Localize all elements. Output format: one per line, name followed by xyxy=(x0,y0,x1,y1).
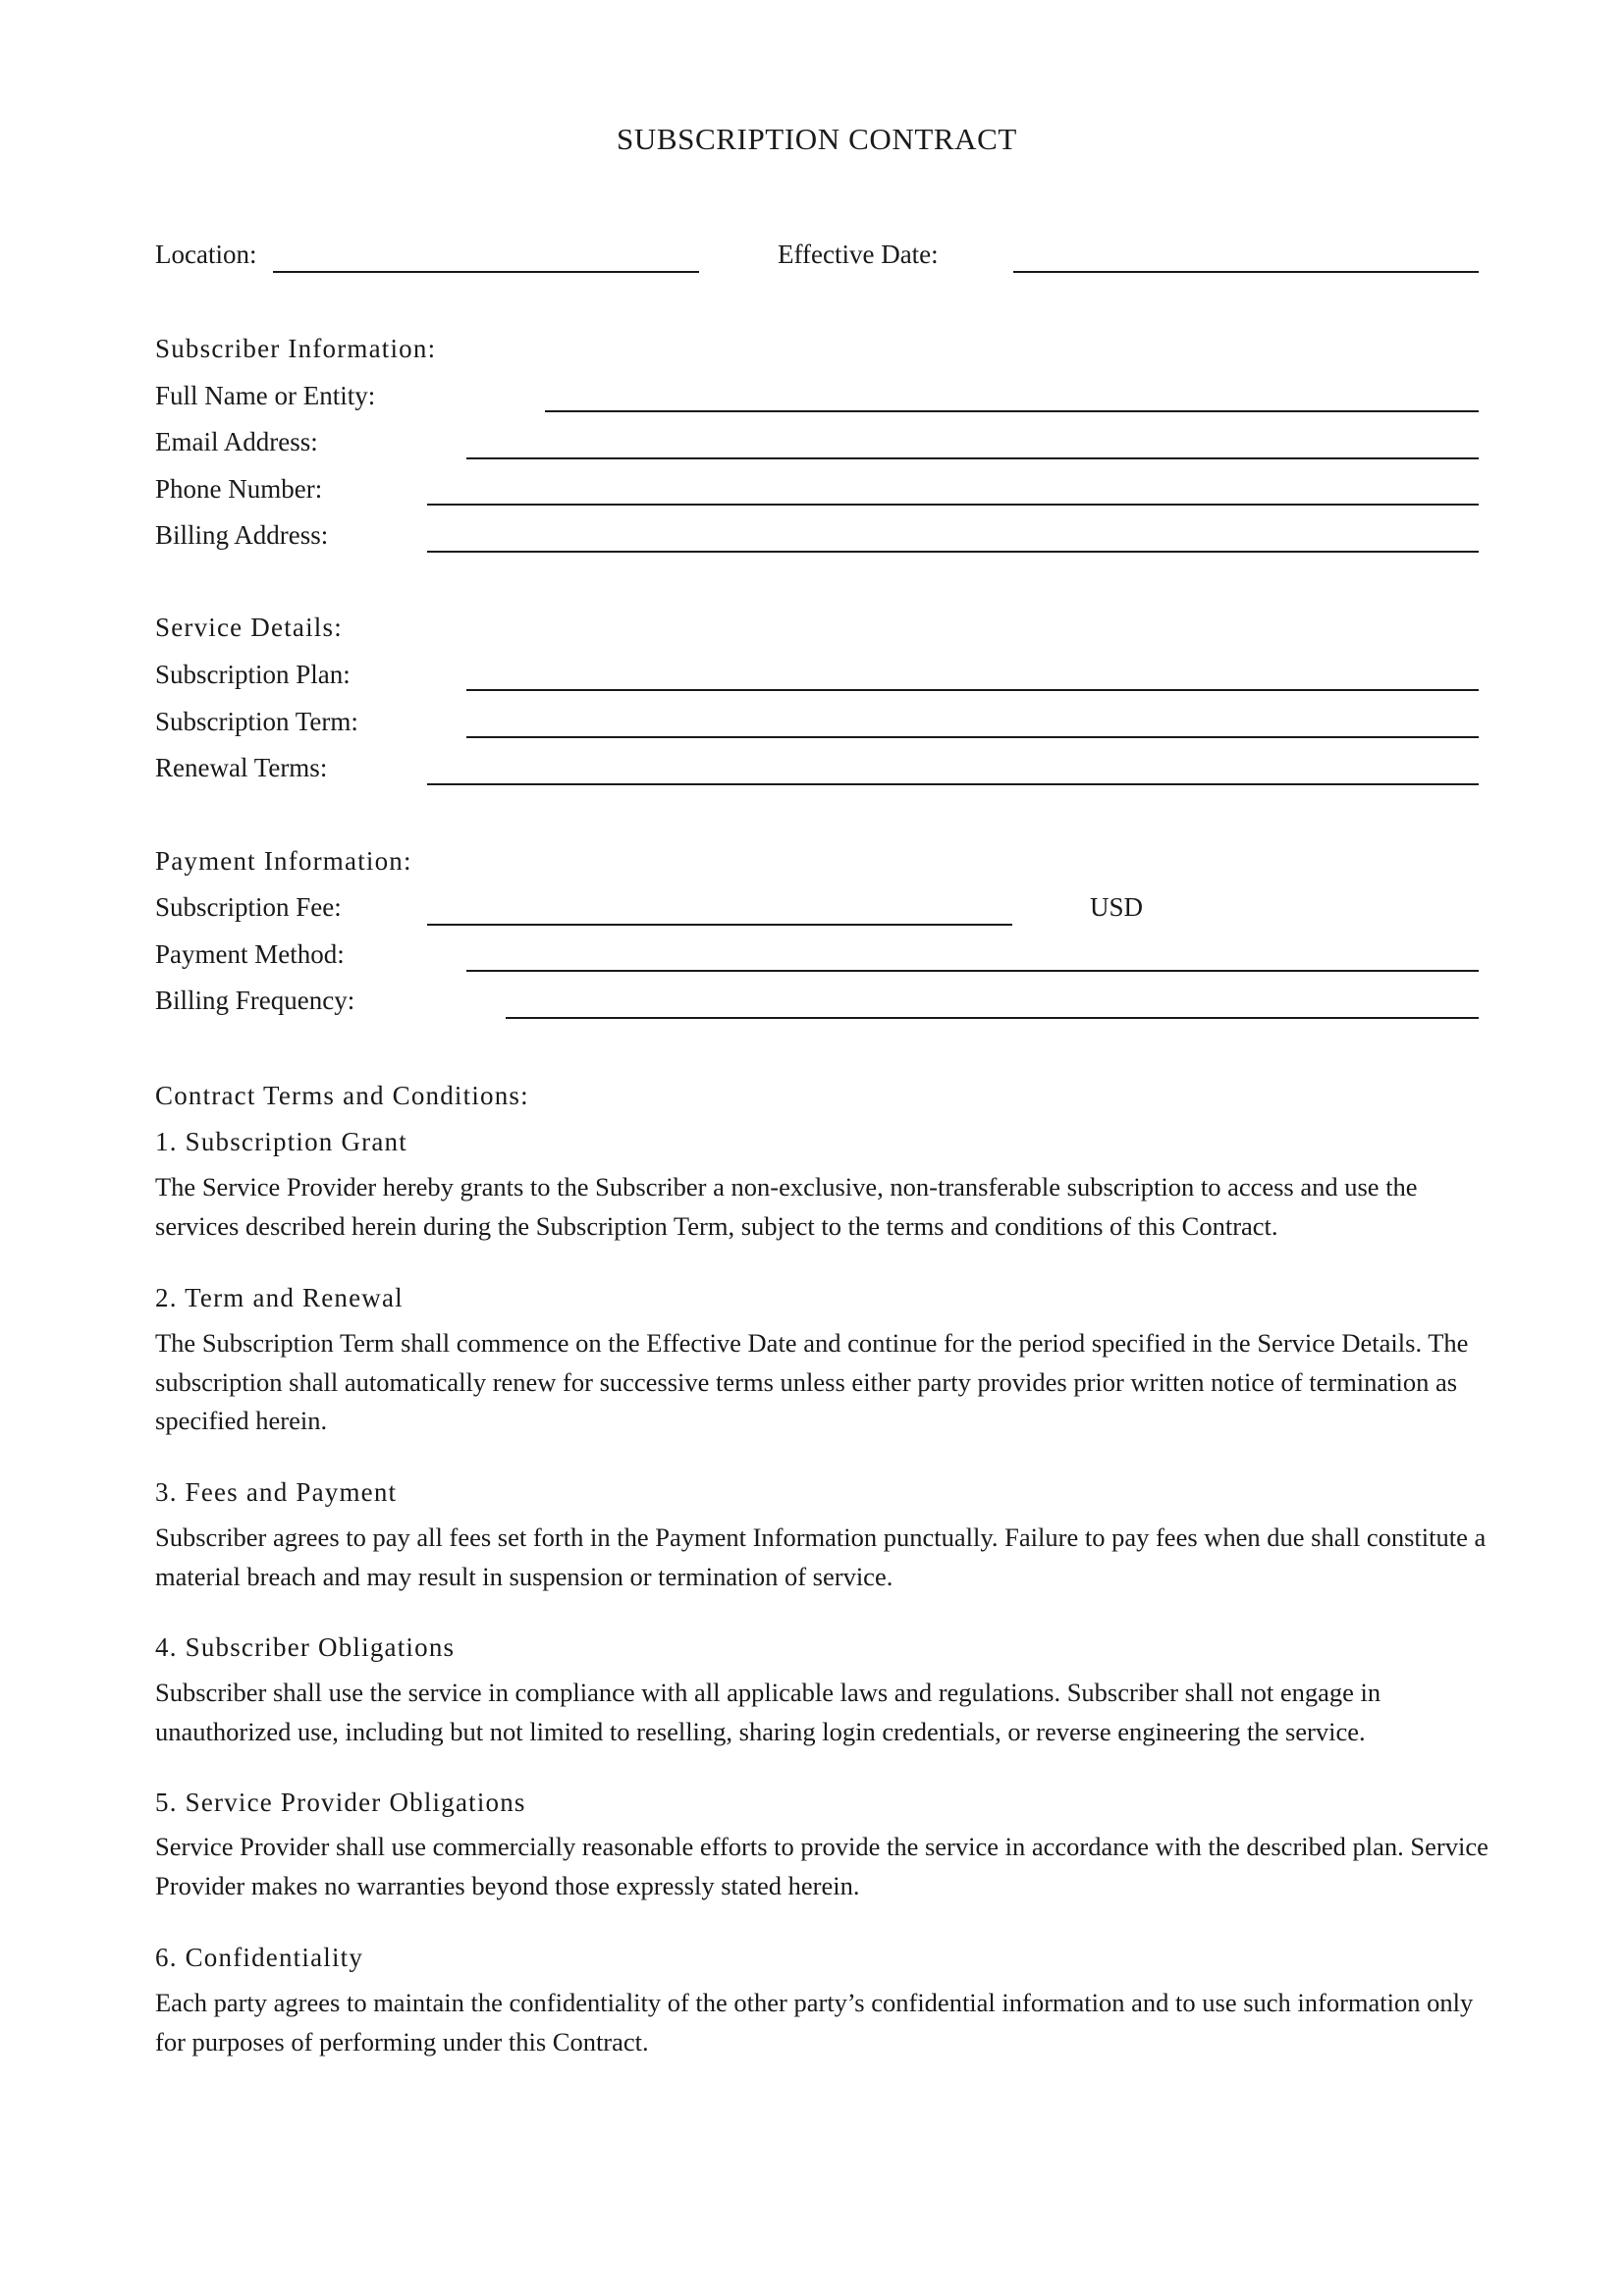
payment-info-heading: Payment Information: xyxy=(155,846,412,876)
subscription-term-label: Subscription Term: xyxy=(155,707,358,736)
email-label: Email Address: xyxy=(155,427,318,456)
terms-heading: Contract Terms and Conditions: xyxy=(155,1081,529,1110)
fee-currency: USD xyxy=(1090,892,1144,922)
effective-date-field[interactable] xyxy=(1013,271,1479,273)
billing-address-field[interactable] xyxy=(427,551,1479,553)
subscription-fee-label: Subscription Fee: xyxy=(155,892,342,922)
renewal-terms-field[interactable] xyxy=(427,783,1479,785)
location-label: Location: xyxy=(155,240,257,269)
location-field[interactable] xyxy=(273,271,699,273)
clause-4-title: 4. Subscriber Obligations xyxy=(155,1632,456,1662)
clause-5-body: Service Provider shall use commercially reasonable efforts to provide the service in accordance with the described plan. Service Provider makes no warranties beyond those expressly stated herein. xyxy=(155,1832,1489,1900)
clause-2-title: 2. Term and Renewal xyxy=(155,1283,404,1312)
clause-3-body: Subscriber agrees to pay all fees set forth in the Payment Information punctually. Failure to pay fees when due shall constitute a material breach and may result in suspension or termination of service. xyxy=(155,1522,1487,1591)
service-details-heading: Service Details: xyxy=(155,613,343,642)
payment-method-label: Payment Method: xyxy=(155,939,345,969)
clause-5-title: 5. Service Provider Obligations xyxy=(155,1788,526,1817)
renewal-terms-label: Renewal Terms: xyxy=(155,753,328,782)
email-field[interactable] xyxy=(466,457,1479,459)
document-title: SUBSCRIPTION CONTRACT xyxy=(617,122,1017,156)
full-name-label: Full Name or Entity: xyxy=(155,381,376,410)
clause-1-title: 1. Subscription Grant xyxy=(155,1127,407,1156)
clause-6-body: Each party agrees to maintain the confidentiality of the other party’s confidential information and to use such information only for purposes of performing under this Contract. xyxy=(155,1988,1474,2056)
clause-6-title: 6. Confidentiality xyxy=(155,1943,364,1972)
phone-field[interactable] xyxy=(427,504,1479,506)
subscriber-info-heading: Subscriber Information: xyxy=(155,334,437,363)
clause-3-title: 3. Fees and Payment xyxy=(155,1477,398,1507)
billing-address-label: Billing Address: xyxy=(155,520,329,550)
billing-frequency-field[interactable] xyxy=(506,1017,1479,1019)
phone-label: Phone Number: xyxy=(155,474,323,504)
effective-date-label: Effective Date: xyxy=(778,240,939,269)
subscription-plan-label: Subscription Plan: xyxy=(155,660,351,689)
full-name-field[interactable] xyxy=(545,410,1479,412)
subscription-term-field[interactable] xyxy=(466,736,1479,738)
subscription-fee-field[interactable] xyxy=(427,924,1012,926)
payment-method-field[interactable] xyxy=(466,970,1479,972)
subscription-plan-field[interactable] xyxy=(466,689,1479,691)
clause-1-body: The Service Provider hereby grants to the Subscriber a non-exclusive, non-transferable subscription to access and use the services described herein during the Subscription Term, subject to the terms and conditions of this Contract. xyxy=(155,1172,1418,1241)
clause-4-body: Subscriber shall use the service in compliance with all applicable laws and regulations. Subscriber shall not engage in unauthorized use, including but not limited to reselling, sharing login credentials, or reverse engineering the service. xyxy=(155,1678,1381,1746)
clause-2-body: The Subscription Term shall commence on the Effective Date and continue for the period specified in the Service Details. The subscription shall automatically renew for successive terms unless either party provides prior written notice of termination as specified herein. xyxy=(155,1328,1469,1435)
billing-frequency-label: Billing Frequency: xyxy=(155,986,355,1015)
